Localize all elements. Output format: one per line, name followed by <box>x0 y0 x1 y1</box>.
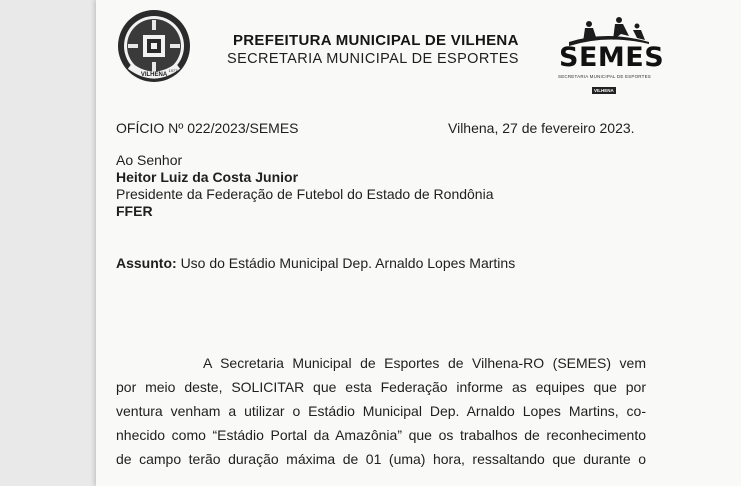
recipient-name: Heitor Luiz da Costa Junior <box>116 169 299 185</box>
body-line: nhecido como “Estádio Portal da Amazônia” que os trabalhos de reconhecimento <box>116 427 646 443</box>
svg-text:1977: 1977 <box>168 68 178 73</box>
letter-date: Vilhena, 27 de fevereiro 2023. <box>448 120 635 136</box>
semes-logo-small: VILHENA <box>594 88 614 93</box>
svg-text:VILHENA: VILHENA <box>140 72 168 78</box>
body-line: por meio deste, SOLICITAR que esta Federação informe as equipes que por <box>116 379 646 395</box>
header-title: PREFEITURA MUNICIPAL DE VILHENA <box>233 32 519 49</box>
body-line: de campo terão duração máxima de 01 (uma) hora, ressaltando que durante o <box>116 451 646 467</box>
salutation: Ao Senhor <box>116 152 183 168</box>
body-line: A Secretaria Municipal de Esportes de Vilhena-RO (SEMES) vem <box>203 355 646 371</box>
municipal-seal-icon <box>116 8 192 84</box>
recipient-org: FFER <box>116 203 153 219</box>
subject-line <box>116 255 515 271</box>
body-line: ventura venham a utilizar o Estádio Municipal Dep. Arnaldo Lopes Martins, co- <box>116 403 646 419</box>
subject-text: Uso do Estádio Municipal Dep. Arnaldo Lopes Martins <box>180 255 516 271</box>
semes-logo-word: SEMES <box>559 42 665 73</box>
letter-reference: OFÍCIO Nº 022/2023/SEMES <box>116 120 299 136</box>
recipient-title: Presidente da Federação de Futebol do Estado de Rondônia <box>116 186 494 202</box>
subject-label: Assunto: <box>116 255 177 271</box>
letter-body <box>116 351 646 471</box>
header-subtitle: SECRETARIA MUNICIPAL DE ESPORTES <box>227 51 519 67</box>
semes-logo-subtitle: SECRETARIA MUNICIPAL DE ESPORTES <box>558 74 652 79</box>
document-page <box>96 0 741 486</box>
